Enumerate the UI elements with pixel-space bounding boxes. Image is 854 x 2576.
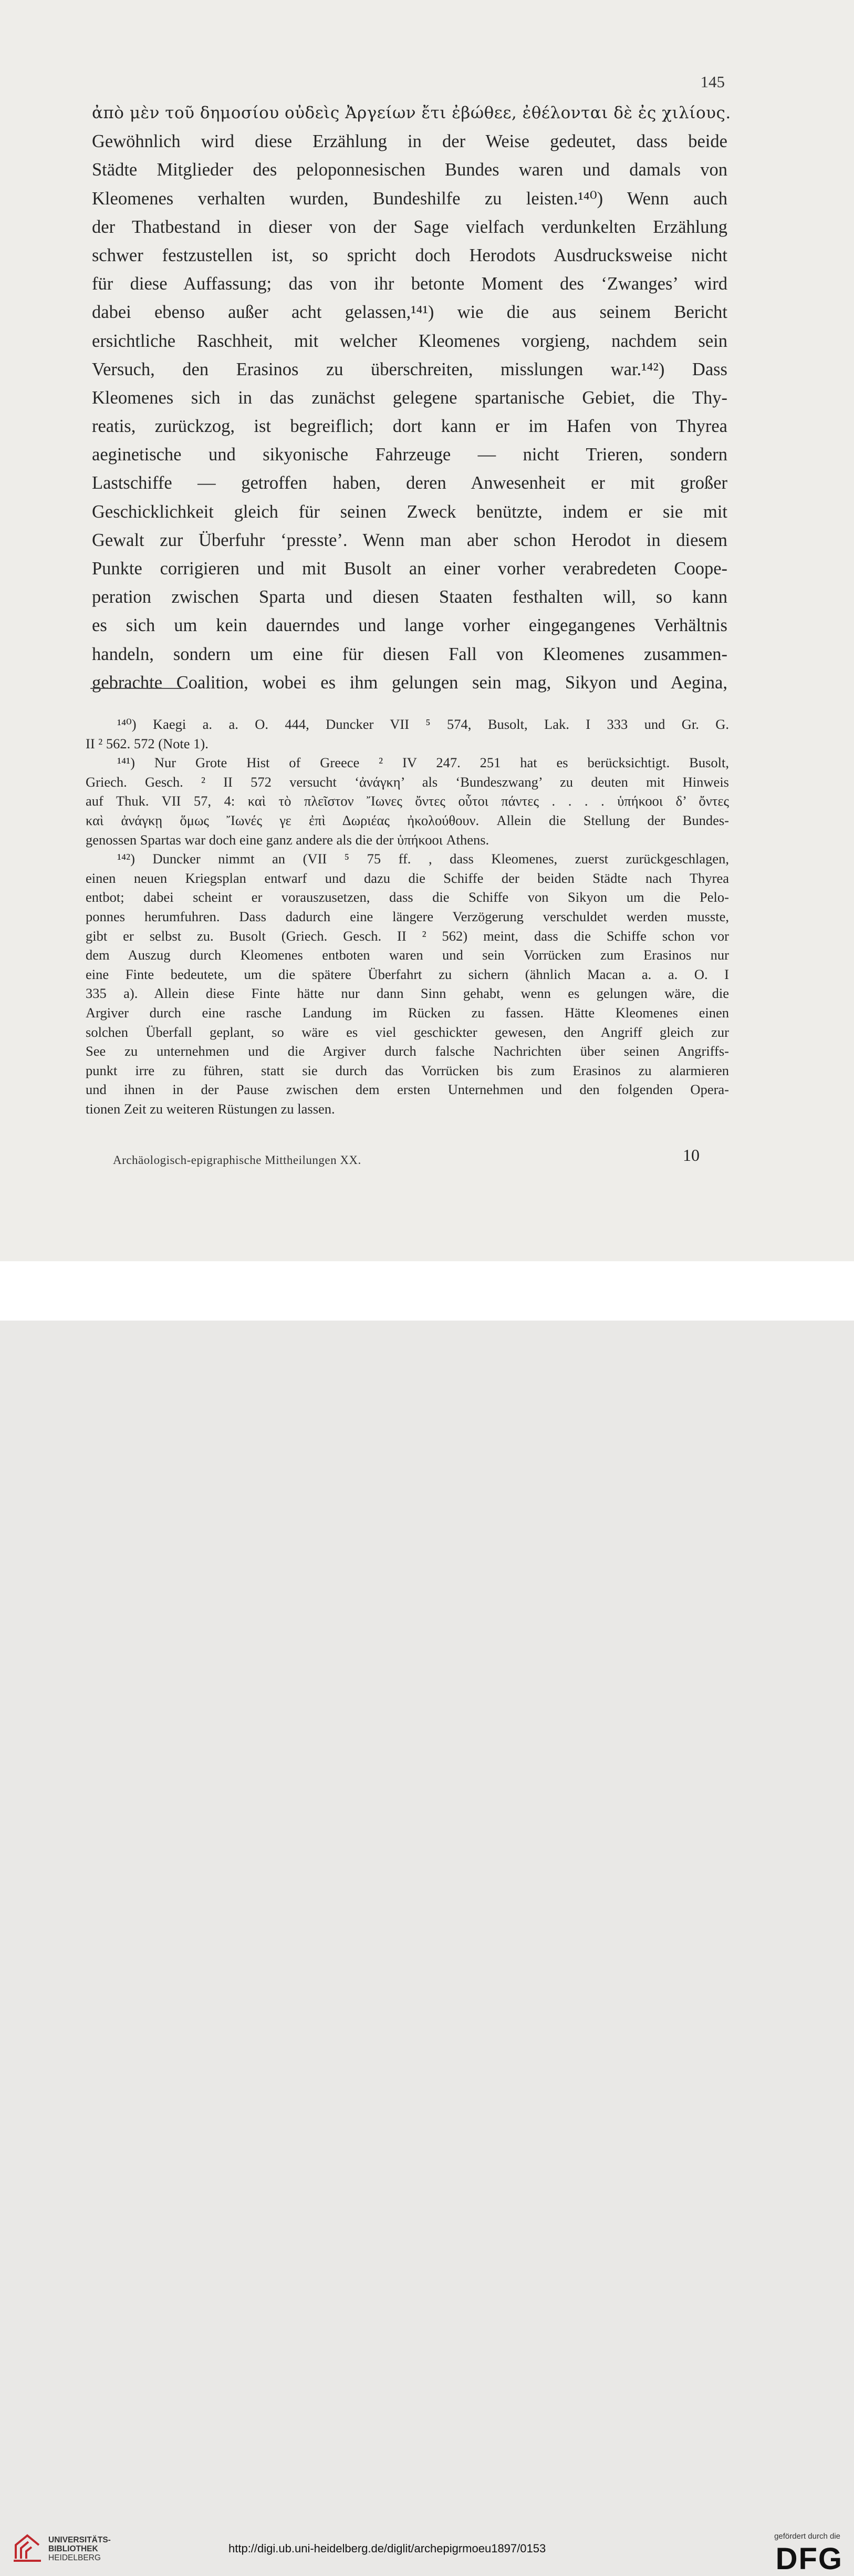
- library-name-line1: UNIVERSITÄTS-: [48, 2536, 111, 2544]
- footnote-142-line: solchen Überfall geplant, so wäre es viel geschickter gewesen, den Angriff gleich zur: [86, 1024, 729, 1040]
- body-line: aeginetische und sikyonische Fahrzeuge — nicht Trieren, sondern: [92, 445, 727, 465]
- sponsor-label: gefördert durch die: [774, 2532, 840, 2541]
- footnote-141-line: auf Thuk. VII 57, 4: καὶ τὸ πλεῖστον Ἴωνες ὄντες οὗτοι πάντες . . . . ὑπήκοοι δ’ ὄντες: [86, 793, 729, 809]
- footnote-142-line: 335 a). Allein diese Finte hätte nur dann Sinn gehabt, wenn es gelungen wäre, die: [86, 985, 729, 1002]
- body-line: handeln, sondern um eine für diesen Fall von Kleomenes zusammen-: [92, 644, 727, 664]
- library-logo-icon: [12, 2531, 43, 2563]
- source-url-link[interactable]: http://digi.ub.uni-heidelberg.de/diglit/archepigrmoeu1897/0153: [228, 2542, 546, 2555]
- footnote-142-line: ¹⁴²) Duncker nimmt an (VII ⁵ 75 ff. , dass Kleomenes, zuerst zurückgeschlagen,: [117, 851, 729, 867]
- body-line: gebrachte Coalition, wobei es ihm gelungen sein mag, Sikyon und Aegina,: [92, 672, 727, 693]
- library-name-line3: HEIDELBERG: [48, 2553, 101, 2562]
- footnote-142-line: gibt er selbst zu. Busolt (Griech. Gesch. II ² 562) meint, dass die Schiffe schon vor: [86, 928, 729, 944]
- library-name: [48, 2536, 111, 2562]
- body-line: für diese Auffassung; das von ihr betonte Moment des ‘Zwanges’ wird: [92, 274, 727, 294]
- footnote-141-line: Griech. Gesch. ² II 572 versucht ‘ἀνάγκη’ als ‘Bundeszwang’ zu deuten mit Hinweis: [86, 774, 729, 790]
- viewer-footer: [0, 1261, 854, 2576]
- footnote-141-line: καὶ ἀνάγκῃ ὅμως Ἴωνές γε ἐπὶ Δωριέας ἠκολούθουν. Allein die Stellung der Bundes-: [86, 812, 729, 828]
- body-line: der Thatbestand in dieser von der Sage vielfach verdunkelten Erzählung: [92, 217, 727, 237]
- body-line-greek: ἀπὸ μὲν τοῦ δημοσίου οὐδεὶς Ἀργείων ἔτι ἐβώθεε, ἐθέλονται δὲ ἐς χιλίους.: [92, 104, 731, 122]
- footnote-141-line: genossen Spartas war doch eine ganz andere als die der ὑπήκοοι Athens.: [86, 831, 490, 848]
- footnote-142-line: dem Auszug durch Kleomenes entboten waren und sein Vorrücken zum Erasinos nur: [86, 947, 729, 963]
- footnote-140-line: ¹⁴⁰) Kaegi a. a. O. 444, Duncker VII ⁵ 574, Busolt, Lak. I 333 und Gr. G.: [117, 716, 729, 732]
- body-line: schwer festzustellen ist, so spricht doch Herodots Ausdrucksweise nicht: [92, 245, 727, 265]
- footnotes: [86, 715, 729, 1118]
- dfg-logo: DFG: [775, 2542, 843, 2576]
- body-line: Städte Mitglieder des peloponnesischen Bundes waren und damals von: [92, 160, 727, 180]
- body-line: dabei ebenso außer acht gelassen,¹⁴¹) wie die aus seinem Bericht: [92, 302, 727, 323]
- footnote-142-line: einen neuen Kriegsplan entwarf und dazu die Schiffe der beiden Städte nach Thyrea: [86, 870, 729, 886]
- body-line: Punkte corrigieren und mit Busolt an einer vorher verabredeten Coope-: [92, 559, 727, 579]
- body-line: ersichtliche Raschheit, mit welcher Kleomenes vorgieng, nachdem sein: [92, 331, 727, 351]
- footnote-142-line: entbot; dabei scheint er vorauszusetzen, dass die Schiffe von Sikyon um die Pelo-: [86, 889, 729, 905]
- body-line: Kleomenes sich in das zunächst gelegene spartanische Gebiet, die Thy-: [92, 387, 727, 408]
- page-number: 145: [700, 73, 725, 91]
- footnote-141-line: ¹⁴¹) Nur Grote Hist of Greece ² IV 247. 251 hat es berücksichtigt. Busolt,: [117, 755, 729, 771]
- footnote-142-line: und ihnen in der Pause zwischen dem ersten Unternehmen und den folgenden Opera-: [86, 1081, 729, 1098]
- scanned-page: [0, 0, 854, 1261]
- footnote-142-line: punkt irre zu führen, statt sie durch das Vorrücken bis zum Erasinos zu alarmieren: [86, 1062, 729, 1078]
- body-line: peration zwischen Sparta und diesen Staaten festhalten will, so kann: [92, 587, 727, 607]
- body-line: reatis, zurückzog, ist begreiflich; dort kann er im Hafen von Thyrea: [92, 416, 727, 437]
- body-line: Lastschiffe — getroffen haben, deren Anwesenheit er mit großer: [92, 473, 727, 493]
- footnote-140-line: II ² 562. 572 (Note 1).: [86, 735, 209, 751]
- body-line: Kleomenes verhalten wurden, Bundeshilfe zu leisten.¹⁴⁰) Wenn auch: [92, 188, 727, 209]
- library-name-line2: BIBLIOTHEK: [48, 2544, 98, 2553]
- footnote-142-line: ponnes herumfuhren. Dass dadurch eine längere Verzögerung verschuldet werden musste,: [86, 908, 729, 924]
- body-line: Versuch, den Erasinos zu überschreiten, misslungen war.¹⁴²) Dass: [92, 359, 727, 379]
- footnote-142-line: tionen Zeit zu weiteren Rüstungen zu lassen.: [86, 1100, 335, 1117]
- sheet-number: 10: [683, 1146, 700, 1165]
- footnote-142-line: See zu unternehmen und die Argiver durch falsche Nachrichten über seinen Angriffs-: [86, 1043, 729, 1059]
- body-line: es sich um kein dauerndes und lange vorher eingegangenes Verhältnis: [92, 615, 727, 636]
- running-foot: Archäologisch-epigraphische Mittheilungen XX.: [113, 1153, 361, 1167]
- footnote-142-line: eine Finte bedeutete, um die spätere Überfahrt zu sichern (ähnlich Macan a. a. O. I: [86, 966, 729, 982]
- body-text: [92, 99, 731, 697]
- footnote-divider: [90, 688, 184, 689]
- body-line: Geschicklichkeit gleich für seinen Zweck benützte, indem er sie mit: [92, 501, 727, 522]
- body-line: Gewöhnlich wird diese Erzählung in der Weise gedeutet, dass beide: [92, 131, 727, 152]
- footnote-142-line: Argiver durch eine rasche Landung im Rücken zu fassen. Hätte Kleomenes einen: [86, 1004, 729, 1021]
- body-line: Gewalt zur Überfuhr ‘presste’. Wenn man aber schon Herodot in diesem: [92, 530, 727, 550]
